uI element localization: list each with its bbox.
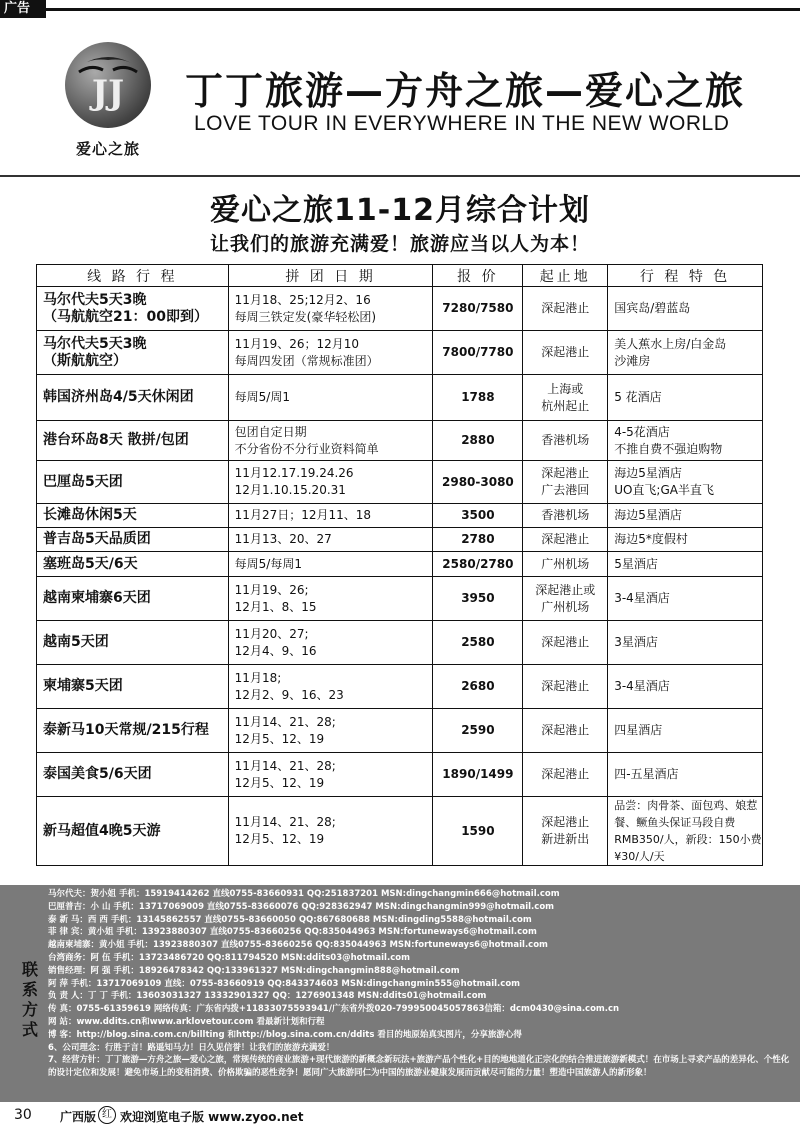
route-port: 香港机场 [523,504,608,528]
route-name: 泰国美食5/6天团 [37,753,229,797]
route-dates: 11月14、21、28; 12月5、12、19 [228,753,433,797]
route-port: 深起港止 [523,665,608,709]
route-name: 普吉岛5天品质团 [37,528,229,552]
route-feature: 四-五星酒店 [608,753,763,797]
page-title: 爱心之旅11-12月综合计划 [210,193,590,228]
contact-line: 阿 萍 手机：13717069109 直线：0755-83660919 QQ:843374603 MSN:dingchangmin555@hotmail.com [48,978,521,989]
route-dates: 每周5/周1 [228,375,433,421]
route-dates: 11月19、26; 12月1、8、15 [228,577,433,621]
route-price: 7280/7580 [433,287,523,331]
route-price: 2680 [433,665,523,709]
route-table [36,264,763,866]
table-header-row [37,265,763,287]
route-port: 广州机场 [523,552,608,577]
route-name: 越南5天团 [37,621,229,665]
contact-line: 销售经理：阿 强 手机：18926478342 QQ:133961327 MSN:dingchangmin888@hotmail.com [48,965,460,976]
route-name: 柬埔寨5天团 [37,665,229,709]
route-price: 2590 [433,709,523,753]
logo-emblem-icon [65,42,151,128]
route-price: 1890/1499 [433,753,523,797]
route-feature: 国宾岛/碧蓝岛 [608,287,763,331]
contact-line: 传 真：0755-61359619 网络传真：广东省内拨+11833075593941/广东省外拨020-799950045057863信箱：dcm0430@sina.com.cn [48,1004,620,1015]
ad-tag: 广告 [0,0,46,18]
route-port: 深起港止 [523,753,608,797]
route-feature: 海边5星酒店 UO直飞;GA半直飞 [608,461,763,504]
route-feature: 海边5*度假村 [608,528,763,552]
logo-letters: JJ [91,73,125,113]
route-price: 3500 [433,504,523,528]
route-dates: 每周5/每周1 [228,552,433,577]
table-row [37,552,763,577]
route-feature: 4-5花酒店 不推自费不强迫购物 [608,421,763,461]
contact-line: 台湾商务：阿 伍 手机：13723486720 QQ:811794520 MSN:ddits03@hotmail.com [48,952,410,963]
edition-label: 广西版 [60,1110,97,1124]
table-row [37,331,763,375]
header [0,20,800,170]
route-price: 2880 [433,421,523,461]
route-name: 越南柬埔寨6天团 [37,577,229,621]
table-row [37,375,763,421]
route-dates: 11月19、26；12月10 每周四发团（常规标准团） [228,331,433,375]
route-port: 深起港止 [523,287,608,331]
contact-panel [0,885,800,1102]
header-price: 报 价 [433,265,523,287]
route-dates: 11月14、21、28; 12月5、12、19 [228,709,433,753]
table-row [37,577,763,621]
logo-text: 爱心之旅 [75,140,140,158]
route-dates: 11月13、20、27 [228,528,433,552]
contact-line: 泰 新 马：西 西 手机：13145862557 直线0755-83660050 QQ:867680688 MSN:dingding5588@hotmail.com [48,914,532,925]
table-row [37,504,763,528]
route-price: 1590 [433,797,523,866]
brand-subtitle: LOVE TOUR IN EVERYWHERE IN THE NEW WORLD [194,112,730,135]
brand-title: 丁丁旅游—方舟之旅—爱心之旅 [185,69,746,113]
route-dates: 11月18; 12月2、9、16、23 [228,665,433,709]
route-dates: 11月20、27; 12月4、9、16 [228,621,433,665]
table-row [37,797,763,866]
route-port: 深起港止 [523,621,608,665]
route-dates: 11月27日；12月11、18 [228,504,433,528]
route-name: 巴厘岛5天团 [37,461,229,504]
route-name: 马尔代夫5天3晚 （马航航空21：00即到） [37,287,229,331]
route-name: 长滩岛休闲5天 [37,504,229,528]
logo [58,42,158,172]
footer [0,1104,800,1126]
contact-line: 马尔代夫：贺小姐 手机：15919414262 直线0755-83660931 QQ:251837201 MSN:dingchangmin666@hotmail.com [48,889,560,899]
table-row [37,665,763,709]
route-price: 2580 [433,621,523,665]
route-price: 1788 [433,375,523,421]
route-feature: 5星酒店 [608,552,763,577]
route-dates: 11月14、21、28; 12月5、12、19 [228,797,433,866]
route-port: 深起港止 [523,331,608,375]
header-feature: 行 程 特 色 [608,265,763,287]
slogan: 让我们的旅游充满爱！旅游应当以人为本！ [209,233,590,255]
route-name: 新马超值4晚5天游 [37,797,229,866]
route-feature: 5 花酒店 [608,375,763,421]
route-feature: 3-4星酒店 [608,665,763,709]
route-price: 7800/7780 [433,331,523,375]
route-price: 2580/2780 [433,552,523,577]
route-dates: 11月12.17.19.24.26 12月1.10.15.20.31 [228,461,433,504]
route-feature: 四星酒店 [608,709,763,753]
route-feature: 美人蕉水上房/白金岛 沙滩房 [608,331,763,375]
contact-line: 7、经营方针：丁丁旅游—方舟之旅—爱心之旅，常规传统的商业旅游+现代旅游的新概念新玩法+旅游产品个性化+目的地地道化正宗化的结合推进旅游新模式！在市场上寻求产品的差异化、个性化的设计定位和发展！避免市场上的变相消费、价格欺骗的恶性竞争！愿同广大旅游同仁为中国的旅游业健康发展而贡献尽可能的力量！塑造中国旅游人的新形象！ [48,1055,790,1079]
table-row [37,287,763,331]
header-divider [0,175,800,177]
header-route: 线 路 行 程 [37,265,229,287]
contact-line: 负 责 人：丁 丁 手机：13603031327 13332901327 QQ：1276901348 MSN:ddits01@hotmail.com [48,991,487,1002]
contact-line: 越南柬埔寨：黄小姐 手机：13923880307 直线0755-83660256 QQ:835044963 MSN:fortuneways6@hotmail.com [48,940,548,951]
contact-label: 联系方式 [21,960,38,1039]
route-name: 港台环岛8天 散拼/包团 [37,421,229,461]
route-dates: 11月18、25;12月2、16 每周三铁定发(豪华轻松团) [228,287,433,331]
route-name: 马尔代夫5天3晚 （斯航航空） [37,331,229,375]
route-port: 上海或 杭州起止 [523,375,608,421]
table-row [37,528,763,552]
route-port: 深起港止或 广州机场 [523,577,608,621]
header-dates: 拼 团 日 期 [228,265,433,287]
header-port: 起止地 [523,265,608,287]
route-feature: 3-4星酒店 [608,577,763,621]
route-port: 香港机场 [523,421,608,461]
table-row [37,461,763,504]
route-port: 深起港止 [523,528,608,552]
contact-lines [48,888,793,1080]
route-feature: 品尝：肉骨茶、面包鸡、娘惹餐、鳜鱼头保证马段自费RMB350/人，新段：150小费¥30/人/天 [608,797,763,866]
top-rule [46,8,800,11]
table-row [37,421,763,461]
route-name: 泰新马10天常规/215行程 [37,709,229,753]
table-row [37,709,763,753]
contact-line: 6、公司理念：行胜于言！路遥知马力！日久见信誉！让我们的旅游充满爱！ [48,1042,335,1053]
table-row [37,621,763,665]
route-port: 深起港止 [523,709,608,753]
route-port: 深起港止 新进新出 [523,797,608,866]
contact-line: 博 客：http://blog.sina.com.cn/billting 和http://blog.sina.com.cn/ddits 看目的地原始真实图片，分享旅游心得 [48,1029,522,1040]
route-port: 深起港止 广去港回 [523,461,608,504]
table-row [37,753,763,797]
route-feature: 海边5星酒店 [608,504,763,528]
route-name: 韩国济州岛4/5天休闲团 [37,375,229,421]
contact-line: 菲 律 宾：黄小姐 手机：13923880307 直线0755-83660256 QQ:835044963 MSN:fortuneways6@hotmail.com [48,927,537,938]
route-price: 3950 [433,577,523,621]
route-feature: 3星酒店 [608,621,763,665]
route-name: 塞班岛5天/6天 [37,552,229,577]
contact-line: 巴厘普吉：小 山 手机：13717069009 直线0755-83660076 QQ:928362947 MSN:dingchangmin999@hotmail.com [48,901,555,912]
website-link[interactable]: 欢迎浏览电子版 www.zyoo.net [120,1110,304,1124]
route-price: 2780 [433,528,523,552]
contact-line: 网 站：www.ddits.cn和www.arklovetour.com 看最新计划和行程 [48,1016,325,1027]
badge-icon: 红 [98,1106,116,1124]
route-price: 2980-3080 [433,461,523,504]
page-number: 30 [14,1107,32,1123]
route-dates: 包团自定日期 不分省份不分行业资料简单 [228,421,433,461]
